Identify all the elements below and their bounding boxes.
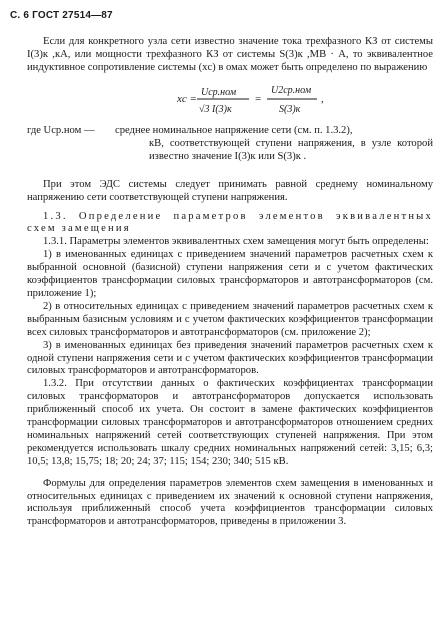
paragraph-1-3-1: 1.3.1. Параметры элементов эквивалентных схем замещения могут быть определены: [43, 236, 429, 248]
formula-denominator-1: √3 I(3)к [199, 103, 232, 115]
paragraph-formulas-reference: Формулы для определения параметров элементов схем замещения в именованных и относительных единицах с приведением их значений к основной ступени напряжения, используя приближенный способ учета коэффициентов трансформации силовых трансформаторов и автотрансформаторов, приведены в приложении 3. [27, 477, 433, 528]
list-item-2: 2) в относительных единицах с приведением значений параметров расчетных схем к выбранным базисным условиям и с учетом фактических коэффициентов трансформации всех силовых трансформаторов и автотрансформаторов (см. приложение 2); [27, 300, 433, 338]
formula-graphic [27, 75, 433, 123]
list-item-3: 3) в именованных единицах без приведения значений параметров расчетных схем к одной ступени напряжения сети и с учетом фактических коэффициентов трансформации силовых трансформаторов и автотрансформаторов. [27, 339, 433, 377]
formula-equals: = [255, 92, 262, 105]
formula-system-reactance [27, 75, 433, 123]
formula-numerator-2: U2ср.ном [271, 84, 312, 96]
formula-lhs: xс = [177, 92, 197, 105]
formula-trailing-comma: , [321, 92, 324, 105]
page-header: С. 6 ГОСТ 27514—87 [10, 10, 113, 21]
paragraph-1-3-2: 1.3.2. При отсутствии данных о фактических коэффициентах трансформации силовых трансформаторов и автотрансформаторов допускается использовать приближенный способ их учета. Он состоит в замене фактических коэффициентов трансформации силовых трансформаторов и автотрансформаторов отношением средних номинальных напряжений сетей соответствующих ступеней напряжения. При этом рекомендуется использовать шкалу средних номинальных напряжений сетей: 3,15; 6,3; 10,5; 13,8; 15,75; 18; 20; 24; 37; 115; 154; 230; 340; 515 кВ. [27, 378, 433, 467]
where-lead: где Uср.ном — [27, 124, 95, 136]
where-line-2: кВ, соответствующей ступени напряжения, в узле которой известно значение I(3)к или S(3)к . [149, 137, 433, 162]
paragraph-intro: Если для конкретного узла сети известно значение тока трехфазного КЗ от системы I(3)к ,кА, или мощности трехфазного КЗ от системы S(3)к ,МВ · А, то эквивалентное индуктивное сопротивление системы (xс) в омах может быть определено по выражению [27, 36, 433, 73]
formula-denominator-2: S(3)к [279, 103, 301, 115]
where-line-1: среднее номинальное напряжение сети (см. п. 1.3.2), [115, 124, 353, 136]
paragraph-emf: При этом ЭДС системы следует принимать равной среднему номинальному напряжению сети соответствующей ступени напряжения. [27, 178, 433, 203]
where-clause [27, 125, 433, 177]
document-body [27, 36, 433, 529]
list-item-1: 1) в именованных единицах с приведением значений параметров расчетных схем к выбранной основной (базисной) ступени напряжения сети и с учетом фактических коэффициентов трансформации силовых трансформаторов и автотрансформаторов (см. приложение 1); [27, 249, 433, 299]
formula-numerator-1: Uср.ном [201, 86, 237, 98]
section-heading-1-3: 1.3. Определение параметров элементов эквивалентных схем замещения [27, 210, 433, 235]
